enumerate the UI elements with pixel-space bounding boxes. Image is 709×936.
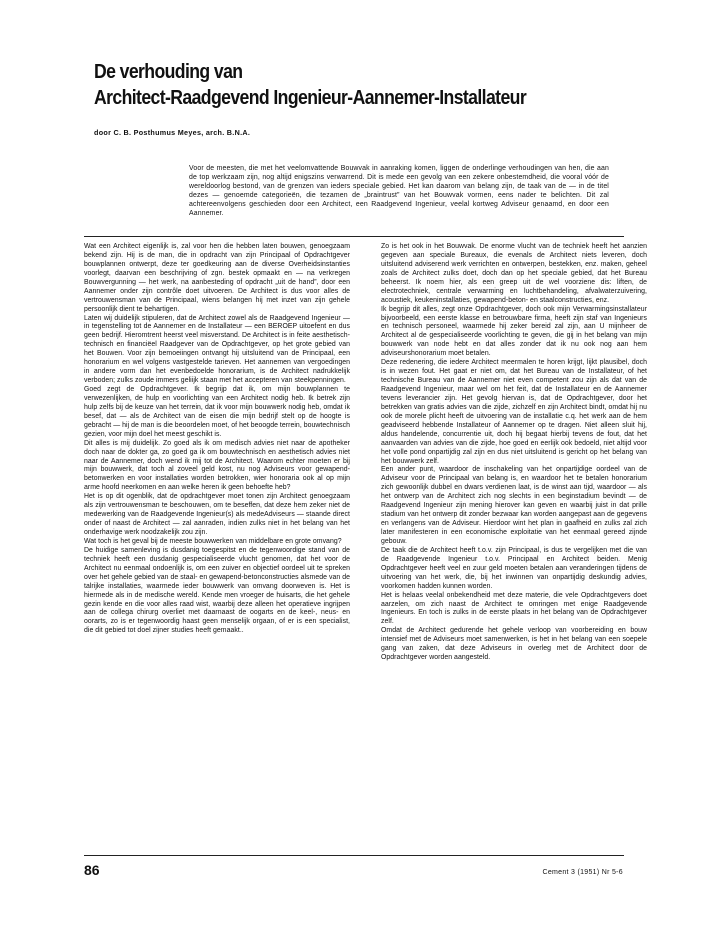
paragraph: Wat toch is het geval bij de meeste bouwwerken van middelbare en grote omvang?	[84, 537, 342, 545]
paragraph: Omdat de Architect gedurende het gehele verloop van voorbereiding en bouw intensief met de Adviseurs moet samenwerken, is het in het belang van een soepele gang van zaken, dat deze Adviseurs in overleg met de Architect door de Opdrachtgever worden aangesteld.	[381, 627, 647, 662]
bottom-divider	[84, 855, 624, 856]
article-title-line-1: De verhouding van	[94, 60, 243, 83]
paragraph: De huidige samenleving is dusdanig toegespitst en de tegenwoordige stand van de techniek heeft een dusdanig gespecialiseerde vlucht genomen, dat het voor de Architect nu eenmaal ondoenlijk is, om een zuiver en objectief oordeel uit te spreken over het gehele gebied van de staal- en gewapend-betonconstructies alsmede van de talrijke installaties, waarmede ieder bouwwerk van omvang doorweven is. Het is hiermede als in de medische wereld. Kende men vroeger de huisarts, die het gehele gezin kende en die voor alles raad wist, waarbij deze alleen het operatieve ingrijpen aan de collega chirurg overliet met daarnaast de oogarts en de keel-, neus- en oorarts, zo is er tegenwoordig haast geen menselijk orgaan, of er is een specialist, die dit gebied tot doel zijner studies heeft gemaakt..	[84, 546, 350, 635]
article-title-line-2: Architect-Raadgevend Ingenieur-Aannemer-Installateur	[94, 86, 527, 109]
paragraph: Het is helaas veelal onbekendheid met deze materie, die vele Opdrachtgevers doet aarzelen, om zich naast de Architect te omringen met enige Raadgevende Ingenieurs. En toch is zulks in de eerste plaats in het belang van de Opdrachtgever zelf.	[381, 591, 647, 626]
paragraph: Het is op dit ogenblik, dat de opdrachtgever moet tonen zijn Architect genoegzaam als zijn vertrouwensman te beschouwen, om te beseffen, dat deze hem zeker niet de medewerking van de Raadgevende Ingenieur(s) als medeAdviseurs — staande direct onder of naast de Architect — zal aanraden, indien zulks niet in het belang van het onderhavige werk noodzakelijk zou zijn.	[84, 493, 350, 536]
paragraph: Zo is het ook in het Bouwvak. De enorme vlucht van de techniek heeft het aanzien gegeven aan speciale Bureaux, die evenals de Architect niets leveren, doch uitsluitend adviserend werk verrichten en ontwerpen, bestekken, enz. maken, geheel zoals de Architect zulks doet, doch dan op het speciale gebied, dat het Bureau beheerst. Ik noem hier, als een greep uit de wel voorziene dis: liften, de electrotechniek, centrale verwarming en luchtbehandeling, afvalwaterzuivering, acoustiek, keukeninstallaties, gewapend-beton- en staalconstructies, enz.	[381, 243, 647, 304]
paragraph: Dit alles is mij duidelijk. Zo goed als ik om medisch advies niet naar de apotheker doch naar de dokter ga, zo goed ga ik om bouwtechnisch en aesthetisch advies niet naar de Aannemer, doch wend ik mij tot de Architect. Waarom echter moeten er bij mijn bouwwerk, dat toch al zoveel geld kost, nu nog Adviseurs voor gewapend-betonwerken en voor installaties worden betrokken, wier honoraria ook al op mijn arme hoofd neerkomen en aan welke heren ik geen behoefte heb?	[84, 439, 350, 492]
right-column	[381, 243, 647, 663]
paragraph: Ik begrijp dit alles, zegt onze Opdrachtgever, doch ook mijn Verwarmingsinstallateur bijvoorbeeld, een eerste klasse en betrouwbare firma, heeft zijn staf van Ingenieurs en technisch personeel, waarmede hij zeker bereid zal zijn, aan U mijnheer de Architect al de gespecialiseerde voorlichting te geven, die gij in het belang van mijn bouwwerk van node hebt en dat alles zonder dat ik nu ook nog aan hem adviseurshonorarium moet betalen.	[381, 305, 647, 358]
paragraph: Wat een Architect eigenlijk is, zal voor hen die hebben laten bouwen, genoegzaam bekend zijn. Hij is de man, die in opdracht van zijn Principaal of Opdrachtgever bouwplannen ontwerpt, deze ter goedkeuring aan de diverse Overheidsinstanties voorlegt, daarvan een beschrijving of zgn. bestek opmaakt en — na verkregen Bouwvergunning — het werk, na aanbesteding of opdracht „uit de hand”, door een Aannemer onder zijn contrôle doet uitvoeren. De Architect is dus voor alles de vertrouwensman van de Principaal, wiens belangen hij met inzet van zijn gehele persoonlijk dient te behartigen.	[84, 243, 350, 313]
paragraph: Goed zegt de Opdrachtgever. Ik begrijp dat ik, om mijn bouwplannen te verwezenlijken, de hulp en voorlichting van een Architect nodig heb. Ik betrek zijn hulp zelfs bij de keuze van het terrein, dat ik voor mijn bouwwerk nodig heb, omdat ik besef, dat — als de Architect van de eisen die mijn bedrijf stelt op de hoogte is gebracht — hij de man is die beoordelen moet, of het beoogde terrein, bouwtechnisch gezien, voor mijn doel het meest geschikt is.	[84, 386, 350, 438]
paragraph: Een ander punt, waardoor de inschakeling van het onpartijdige oordeel van de Adviseur voor de Principaal van belang is, en waardoor het te betalen honorarium zich gewoonlijk dubbel en dwars verdienen laat, is de winst aan tijd, waardoor — als het ontwerp van de Architect zich nog slechts in een beginstadium bevindt — de Raadgevend Ingenieur zijn mening hierover kan geven en waarbij juist in dat prille stadium van het ontwerp dit zonder bezwaar kan worden aangepast aan de gegevens en verlangens van de Adviseur. Hierdoor wint het plan in gaafheid en zulks zal zich later manifesteren in een economische exploitatie van het eenmaal gereed zijnde gebouw.	[381, 466, 647, 545]
paragraph: Laten wij duidelijk stipuleren, dat de Architect zowel als de Raadgevend Ingenieur — in tegenstelling tot de Aannemer en de Installateur — een BEROEP uitoefent en dus geen bedrijf. Hieromtrent heerst veel misverstand. De Architect is in feite aesthetisch-technisch en financiëel Raadgever van de Opdrachtgever, op het grote gebied van het Bouwen. Voor zijn bemoeiingen ontvangt hij uitsluitend van de Principaal, een honorarium en wel volgens vastgestelde tarieven. Het aannemen van vergoedingen in andere vorm dan het evenbedoelde honorarium, is de Architect nadrukkelijk verboden; zulks zoude immers geliijk staan met het accepteren van steekpenningen.	[84, 314, 350, 385]
journal-reference: Cement 3 (1951) Nr 5-6	[542, 869, 623, 876]
paragraph: De taak die de Architect heeft t.o.v. zijn Principaal, is dus te vergelijken met die van de Raadgevende Ingenieur t.o.v. Principaal en Architect beiden. Menig Opdrachtgever heeft veel en zuur geld moeten betalen aan veranderingen tijdens de uitvoering van het werk, die, bij het inwinnen van onpartijdig deskundig advies, voorkomen hadden kunnen worden.	[381, 546, 647, 590]
paragraph: Deze redenering, die iedere Architect meermalen te horen krijgt, lijkt plausibel, doch is in wezen fout. Het gaat er niet om, dat het Bureau van de Installateur, of het technische Bureau van de Aannemer niet even competent zou zijn als dat van de Raadgevend Ingenieur, maar wel om het feit, dat de Installateur en de Aannemer tevens leverancier zijn. Het gevolg hiervan is, dat de Opdrachtgever, door het betrekken van gratis advies van die zijde, zichzelf en zijn Architect bindt, omdat hij nu ook de morele plicht heeft de uitvoering van de installatie c.q. het werk aan de hem geadviseerd hebbende Installateur of Aannemer op te dragen. Niet alleen sluit hij, aldus handelende, concurrentie uit, doch hij begaat hierbij tevens de fout, dat het aanvaarden van advies van die zijde, hoe goed en eerlijk ook bedoeld, niet altijd voor het volle pond onpartijdig zal zijn en dus niet uitsluitend is gericht op het belang van het bouwwerk zelf.	[381, 359, 647, 465]
page-number: 86	[84, 862, 100, 878]
left-column	[84, 243, 350, 636]
intro-paragraph: Voor de meesten, die met het veelomvattende Bouwvak in aanraking komen, liggen de onderlinge verhoudingen van hen, die aan de top werkzaam zijn, nog altijd enigszins verwarrend. Dit is mede een gevolg van een zekere onbestemdheid, die vooral vóór de wereldoorlog bestond, van de grenzen van ieders speciale gebied. Het kan daarom van belang zijn, de taak van de — in de titel dezes — genoemde categorieën, die tezamen de „braintrust” van het Bouwvak vormen, eens nader te belichten. Dit zal achtereenvolgens geschieden door een Architect, een Raadgevend Ingenieur, veelal kortweg Adviseur genaamd, en door een Aannemer.	[189, 165, 609, 217]
author-byline: door C. B. Posthumus Meyes, arch. B.N.A.	[94, 128, 251, 137]
top-divider	[84, 236, 624, 237]
